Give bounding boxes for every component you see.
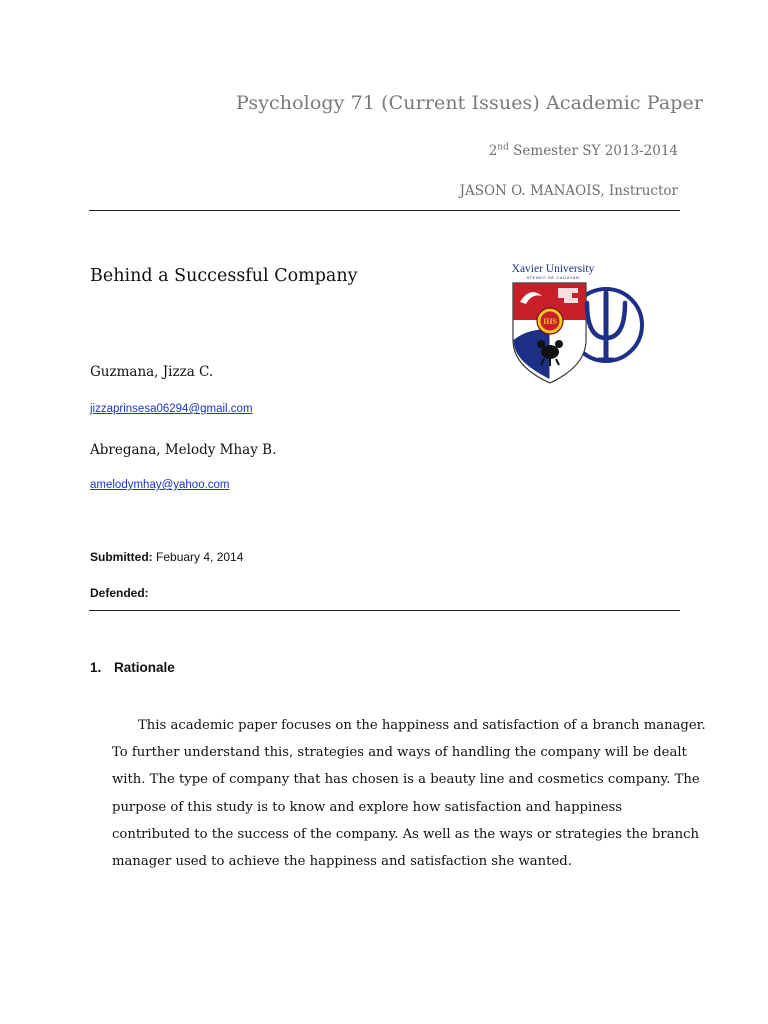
section-number: 1. (90, 660, 102, 675)
author-email-link[interactable]: amelodymhay@yahoo.com (90, 479, 230, 491)
paragraph-line: with. The type of company that has chosen is a beauty line and cosmetics company. The (112, 772, 700, 788)
author-name: Abregana, Melody Mhay B. (90, 442, 277, 458)
rationale-paragraph (112, 712, 706, 875)
metadata-divider (89, 610, 680, 611)
semester-text: Semester SY 2013-2014 (508, 143, 678, 159)
submitted-date: Febuary 4, 2014 (156, 550, 244, 564)
author-email-link[interactable]: jizzaprinsesa06294@gmail.com (90, 403, 253, 415)
paragraph-line: To further understand this, strategies and ways of handling the company will be dealt (112, 745, 687, 761)
header-divider (89, 210, 680, 211)
logo-university-subtitle: ATENEO DE CAGAYAN (526, 275, 580, 280)
paragraph-line: This academic paper focuses on the happiness and satisfaction of a branch manager. (138, 718, 706, 733)
course-title: Psychology 71 (Current Issues) Academic Paper (236, 92, 704, 114)
logo-university-name: Xavier University (511, 263, 595, 275)
semester-number: 2 (488, 143, 498, 159)
xavier-university-psychology-logo (508, 260, 648, 386)
section-heading (90, 660, 175, 675)
paragraph-line: purpose of this study is to know and explore how satisfaction and happiness (112, 799, 623, 815)
author-name: Guzmana, Jizza C. (90, 364, 214, 380)
defended-line (90, 586, 149, 600)
submitted-label: Submitted: (90, 550, 153, 564)
semester-line (489, 143, 678, 159)
paragraph-line: contributed to the success of the company. As well as the ways or strategies the branch (112, 826, 699, 842)
logo-seal-text: IHS (543, 317, 557, 326)
submitted-line (90, 550, 243, 564)
paragraph-line: manager used to achieve the happiness and satisfaction she wanted. (112, 854, 572, 870)
defended-label: Defended: (90, 586, 149, 600)
ihs-seal-icon (537, 308, 563, 334)
instructor-line: JASON O. MANAOIS, Instructor (459, 183, 678, 199)
paper-title: Behind a Successful Company (90, 266, 358, 286)
section-title: Rationale (114, 660, 175, 675)
semester-ordinal: nd (497, 142, 509, 153)
